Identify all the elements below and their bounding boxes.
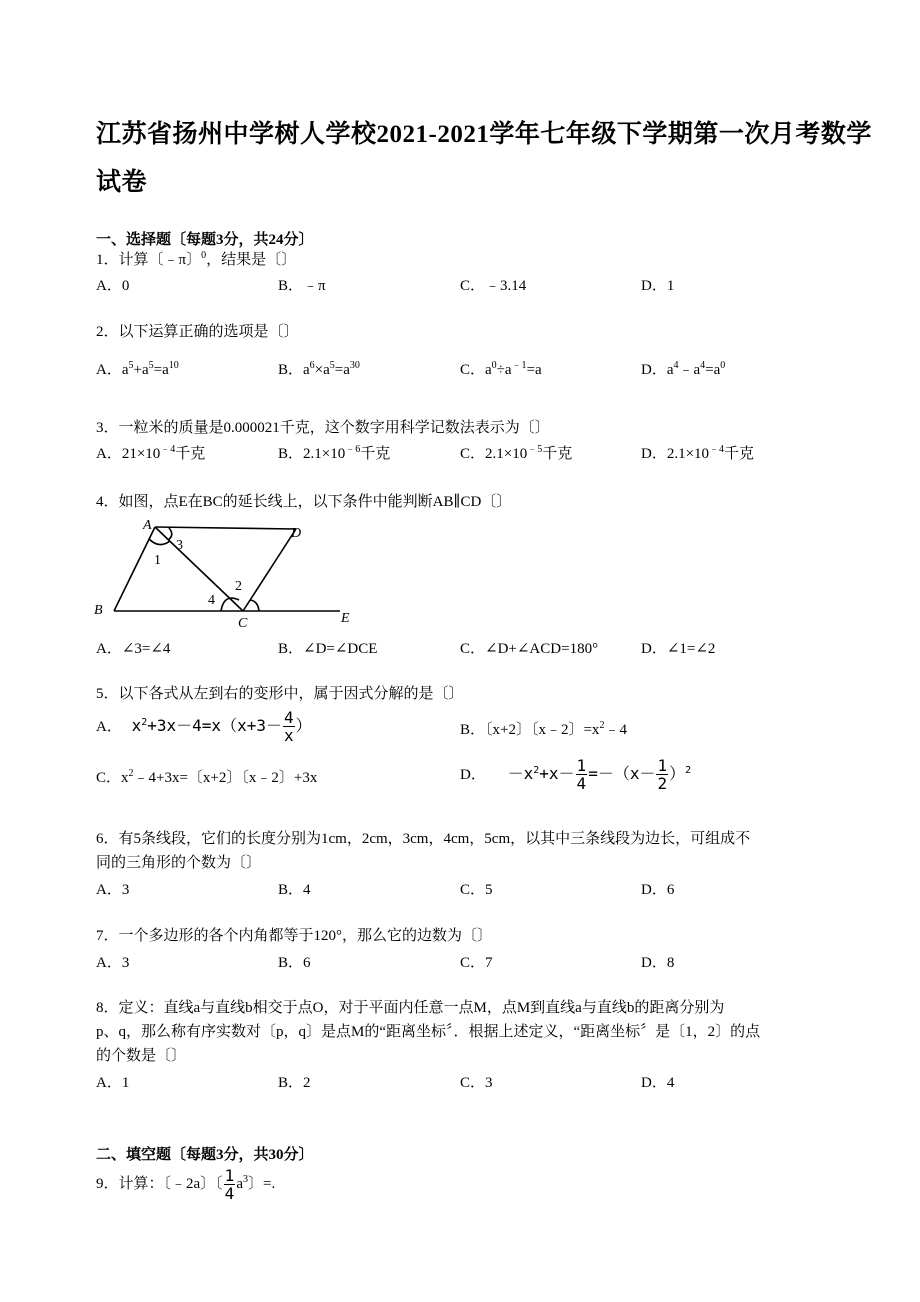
question-8-option-d: D．4	[641, 1075, 675, 1091]
page-title-line2: 试卷	[96, 169, 148, 196]
question-5-stem: 5．以下各式从左到右的变形中，属于因式分解的是〔〕	[96, 686, 464, 702]
question-8-stem-line3: 的个数是〔〕	[96, 1048, 187, 1064]
question-5-option-b: B．〔x+2〕〔x﹣2〕$=x^2﹣4$	[460, 720, 627, 738]
question-8-stem-line1: 8．定义：直线a与直线b相交于点O，对于平面内任意一点M，点M到直线a与直线b的距离分别为	[96, 1000, 725, 1016]
angle-label-2: 2	[235, 579, 242, 594]
question-8-stem-line2: p、q，那么称有序实数对〔p，q〕是点M的“距离坐标〞．根据上述定义，“距离坐标〞是〔1，2〕的点	[96, 1024, 761, 1040]
question-3-option-c: C．$2.1\times 10^{﹣5}$千克	[460, 444, 573, 462]
question-1-stem: 1．计算〔﹣π〕$^0$，结果是〔〕	[96, 250, 297, 268]
question-2-stem: 2．以下运算正确的选项是〔〕	[96, 324, 299, 340]
label-a: A	[143, 518, 152, 533]
question-5-option-d: D． $-x^2+x-$ $\frac{1}{4}$ =－（x－ $\frac{1}{2}$ ）$^2$	[460, 756, 692, 793]
question-2-option-d: D．$a^4﹣a^4=a^0$	[641, 360, 726, 378]
question-6-option-d: D．6	[641, 882, 675, 898]
question-1-option-a: A．0	[96, 278, 130, 294]
question-1-option-d: D．1	[641, 278, 675, 294]
question-4-figure	[90, 515, 365, 630]
angle-arc-1	[149, 539, 170, 545]
question-7-option-d: D．8	[641, 955, 675, 971]
angle-arc-2	[250, 600, 259, 611]
question-5-option-c: C．$x^2﹣4+3x=$〔x+2〕〔x﹣2〕+3x	[96, 768, 318, 786]
question-8-option-b: B．2	[278, 1075, 311, 1091]
segment-ad	[155, 527, 296, 529]
question-8-option-c: C．3	[460, 1075, 493, 1091]
label-c: C	[238, 616, 248, 630]
question-2-option-b: B．$a^6\times a^5=a^{30}$	[278, 360, 360, 378]
question-3-option-a: A．$21\times 10^{﹣4}$千克	[96, 444, 206, 462]
question-2-option-c: C．$a^0\div a^{﹣1}=a$	[460, 360, 542, 378]
section-heading-fill-in: 二、填空题〔每题3分，共30分〕	[96, 1147, 314, 1163]
question-3-option-b: B．$2.1\times 10^{﹣6}$千克	[278, 444, 391, 462]
question-3-option-d: D．$2.1\times 10^{﹣4}$千克	[641, 444, 755, 462]
label-b: B	[94, 603, 103, 618]
question-4-option-d: D．∠1=∠2	[641, 641, 716, 657]
segment-cd	[243, 529, 296, 611]
question-6-option-c: C．5	[460, 882, 493, 898]
question-7-option-b: B．6	[278, 955, 311, 971]
question-4-stem: 4．如图，点E在BC的延长线上，以下条件中能判断AB∥CD〔〕	[96, 494, 512, 510]
question-7-option-a: A．3	[96, 955, 130, 971]
section-heading-choice: 一、选择题〔每题3分，共24分〕	[96, 232, 314, 248]
angle-label-1: 1	[154, 553, 161, 568]
question-6-stem-line2: 同的三角形的个数为〔〕	[96, 855, 262, 871]
question-7-stem: 7．一个多边形的各个内角都等于120°，那么它的边数为〔〕	[96, 928, 493, 944]
question-4-option-c: C．∠D+∠ACD=180°	[460, 641, 599, 657]
angle-label-3: 3	[176, 538, 183, 553]
question-6-option-b: B．4	[278, 882, 311, 898]
angle-arc-3	[168, 528, 172, 540]
question-1-option-c: C．﹣3.14	[460, 278, 527, 294]
question-6-option-a: A．3	[96, 882, 130, 898]
question-1-option-b: B．﹣π	[278, 278, 326, 294]
question-6-stem-line1: 6．有5条线段，它们的长度分别为1cm，2cm，3cm，4cm，5cm，以其中三条线段为边长，可组成不	[96, 831, 751, 847]
question-3-stem: 3．一粒米的质量是0.000021千克，这个数字用科学记数法表示为〔〕	[96, 420, 550, 436]
question-8-option-a: A．1	[96, 1075, 130, 1091]
question-2-option-a: A．$a^5+a^5=a^{10}$	[96, 360, 179, 378]
label-e: E	[341, 611, 350, 626]
angle-label-4: 4	[208, 593, 215, 608]
question-4-option-a: A．∠3=∠4	[96, 641, 171, 657]
question-4-option-b: B．∠D=∠DCE	[278, 641, 378, 657]
page-title: 江苏省扬州中学树人学校2021-2021学年七年级下学期第一次月考数学	[96, 121, 872, 148]
question-9-stem: 9．计算：〔﹣2a〕〔 $\frac{1}{4}$ $a^3$〕=.	[96, 1166, 276, 1203]
question-5-option-a: A． $x^2+3x-4=x(x+3-$ $\frac{4}{x}$ ）	[96, 708, 312, 745]
question-7-option-c: C．7	[460, 955, 493, 971]
label-d: D	[291, 526, 302, 541]
